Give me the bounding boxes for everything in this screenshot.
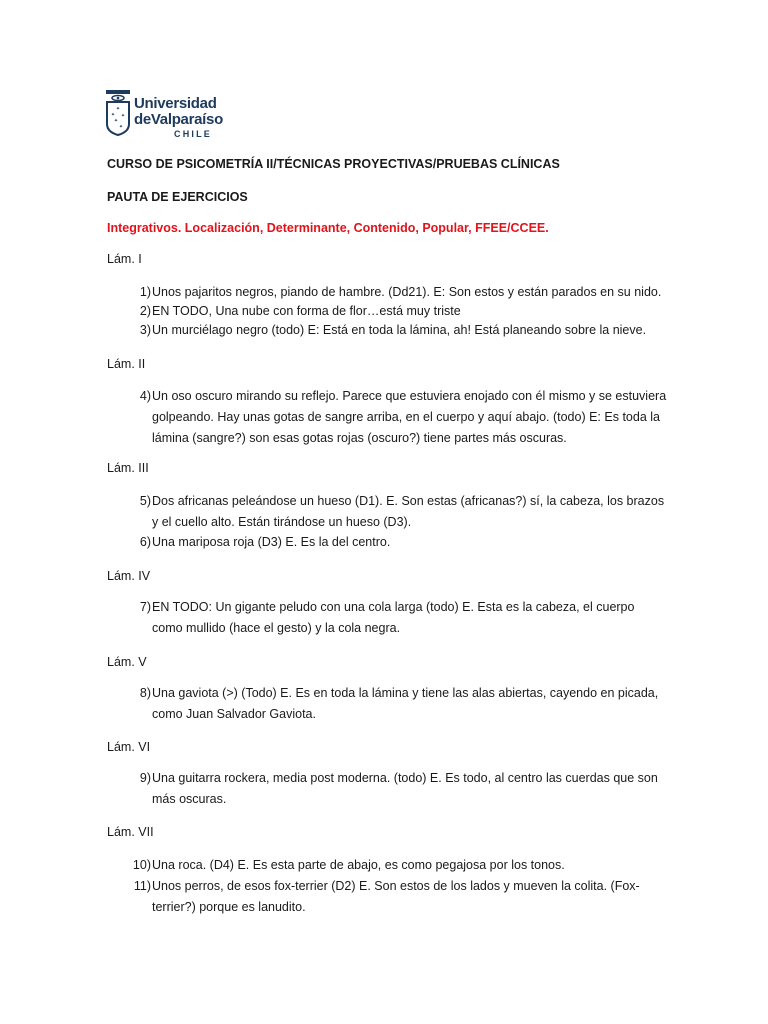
- university-crest-icon: [106, 90, 130, 136]
- logo-line-1: Universidad: [134, 95, 217, 112]
- svg-text:✦: ✦: [115, 106, 121, 112]
- item-text: Un murciélago negro (todo) E: Está en toda la lámina, ah! Está planeando sobre la nieve.: [152, 323, 647, 337]
- svg-text:✦: ✦: [120, 113, 126, 119]
- item-text: Dos africanas peleándose un hueso (D1). E. Son estas (africanas?) sí, la cabeza, los brazos y el cuello alto. Están tirándose un hueso (D3).: [152, 494, 665, 529]
- university-logo: [106, 90, 236, 146]
- plate-label: Lám. III: [107, 461, 149, 475]
- item-number: 5): [139, 494, 151, 508]
- logo-line-2: deValparaíso: [134, 111, 223, 128]
- item-text: Una roca. (D4) E. Es esta parte de abajo, es como pegajosa por los tonos.: [152, 858, 565, 872]
- item-number: 8): [139, 686, 151, 700]
- svg-text:✦: ✦: [110, 112, 116, 118]
- item-number: 6): [139, 535, 151, 549]
- item-number: 4): [139, 389, 151, 403]
- item-number: 10): [132, 858, 151, 872]
- item-number: 11): [133, 879, 151, 893]
- item-text: Una gaviota (>) (Todo) E. Es en toda la lámina y tiene las alas abiertas, cayendo en picada, como Juan Salvador Gaviota.: [152, 686, 659, 721]
- svg-text:✦: ✦: [113, 118, 119, 124]
- item-text: Un oso oscuro mirando su reflejo. Parece que estuviera enojado con él mismo y se estuviera golpeando. Hay unas gotas de sangre arriba, en el cuerpo y aquí abajo. (todo) E: Es toda la lámina (sangre?) son esas gotas rojas (oscuro?) tiene partes más oscuras.: [152, 389, 667, 445]
- svg-text:✦: ✦: [118, 124, 124, 130]
- item-number: 9): [139, 771, 151, 785]
- plate-label: Lám. VI: [107, 740, 151, 754]
- plate-label: Lám. II: [107, 357, 146, 371]
- item-text: EN TODO, Una nube con forma de flor…está muy triste: [152, 304, 461, 318]
- logo-line-3: CHILE: [174, 129, 212, 139]
- item-number: 1): [139, 285, 151, 299]
- plate-label: Lám. IV: [107, 569, 151, 583]
- item-text: Unos perros, de esos fox-terrier (D2) E. Son estos de los lados y mueven la colita. (Fox-terrier?) porque es lanudito.: [152, 879, 640, 914]
- item-text: EN TODO: Un gigante peludo con una cola larga (todo) E. Esta es la cabeza, el cuerpo como mullido (hace el gesto) y la cola negra.: [152, 600, 635, 635]
- item-text: Unos pajaritos negros, piando de hambre. (Dd21). E: Son estos y están parados en su nido.: [152, 285, 662, 299]
- scoring-categories: Integrativos. Localización, Determinante, Contenido, Popular, FFEE/CCEE.: [107, 221, 549, 235]
- item-text: Una guitarra rockera, media post moderna. (todo) E. Es todo, al centro las cuerdas que son más oscuras.: [152, 771, 658, 806]
- exercise-subtitle: PAUTA DE EJERCICIOS: [107, 190, 248, 204]
- item-number: 7): [139, 600, 151, 614]
- plate-label: Lám. V: [107, 655, 147, 669]
- plate-label: Lám. I: [107, 252, 142, 266]
- plate-label: Lám. VII: [107, 825, 154, 839]
- item-text: Una mariposa roja (D3) E. Es la del centro.: [152, 535, 391, 549]
- course-title: CURSO DE PSICOMETRÍA II/TÉCNICAS PROYECTIVAS/PRUEBAS CLÍNICAS: [107, 157, 560, 171]
- item-number: 3): [139, 323, 151, 337]
- logo-wordmark: [134, 96, 223, 140]
- item-number: 2): [139, 304, 151, 318]
